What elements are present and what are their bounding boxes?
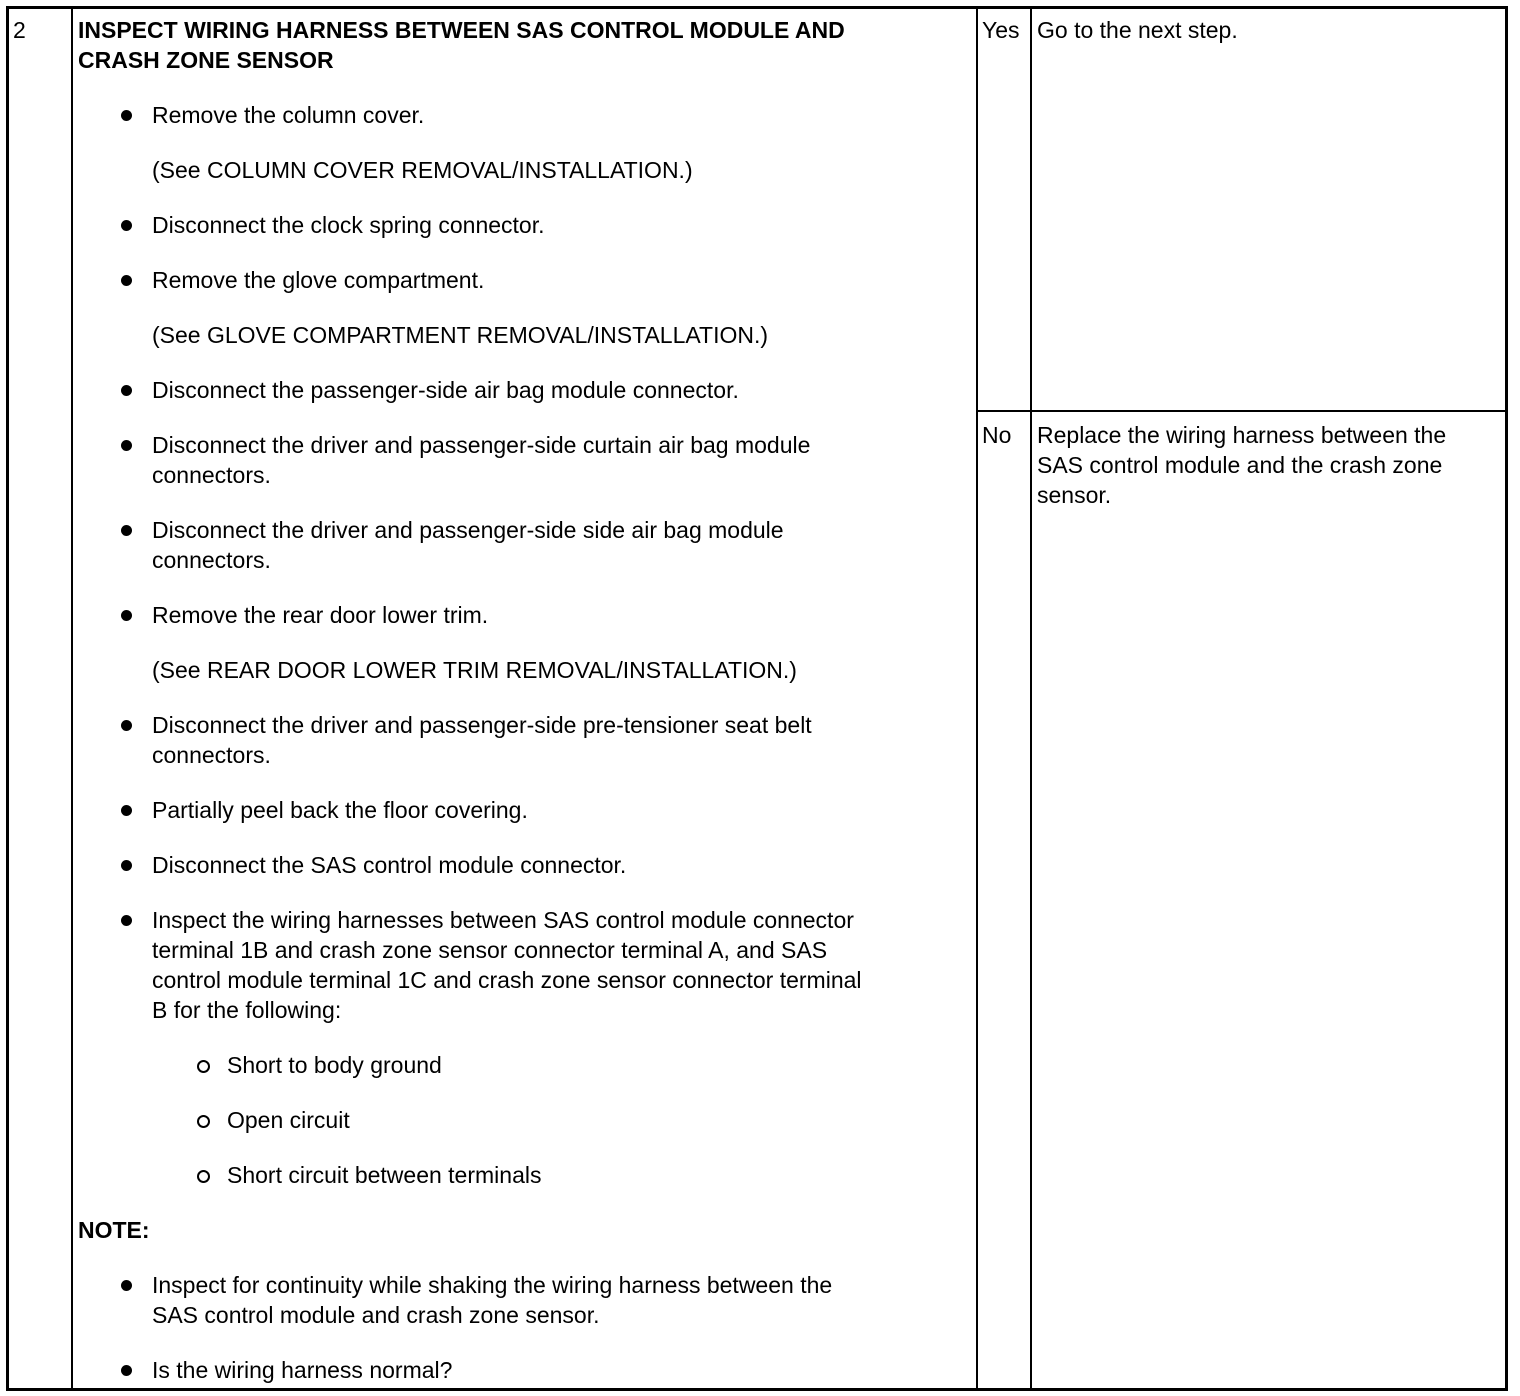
yes-action: Go to the next step.	[1037, 17, 1238, 43]
list-item: Remove the glove compartment.	[152, 267, 485, 293]
list-item	[152, 905, 862, 1025]
bullet-icon	[121, 275, 132, 286]
list-item-line: terminal 1B and crash zone sensor connector terminal A, and SAS	[152, 937, 828, 963]
list-item	[152, 430, 810, 490]
list-item-reference: (See REAR DOOR LOWER TRIM REMOVAL/INSTALLATION.)	[152, 657, 797, 683]
list-item: Remove the column cover.	[152, 102, 425, 128]
sub-list-item: Open circuit	[227, 1107, 350, 1133]
sub-list-item: Short circuit between terminals	[227, 1162, 542, 1188]
list-item: Disconnect the passenger-side air bag module connector.	[152, 377, 739, 403]
bullet-icon	[121, 720, 132, 731]
list-item: Partially peel back the floor covering.	[152, 797, 528, 823]
list-item-line: Inspect the wiring harnesses between SAS control module connector	[152, 907, 854, 933]
no-action	[1037, 420, 1446, 510]
bullet-icon	[121, 110, 132, 121]
list-item	[152, 515, 784, 575]
bullet-icon	[121, 860, 132, 871]
step-title-line: INSPECT WIRING HARNESS BETWEEN SAS CONTROL MODULE AND	[78, 17, 845, 43]
list-item: Remove the rear door lower trim.	[152, 602, 489, 628]
inspection-table	[6, 6, 1508, 1391]
no-action-line: sensor.	[1037, 482, 1112, 508]
bullet-icon	[121, 525, 132, 536]
column-divider	[1030, 9, 1032, 1388]
sub-list-item: Short to body ground	[227, 1052, 442, 1078]
step-title-line: CRASH ZONE SENSOR	[78, 47, 334, 73]
bullet-icon	[121, 385, 132, 396]
bullet-icon	[121, 610, 132, 621]
list-item-line: B for the following:	[152, 997, 342, 1023]
step-number: 2	[13, 17, 26, 43]
row-divider	[976, 410, 1505, 412]
list-item-line: Disconnect the driver and passenger-side side air bag module	[152, 517, 784, 543]
no-action-line: SAS control module and the crash zone	[1037, 452, 1443, 478]
yes-label: Yes	[982, 17, 1020, 43]
note-item	[152, 1270, 832, 1330]
circle-bullet-icon	[197, 1060, 210, 1073]
note-label: NOTE:	[78, 1217, 150, 1243]
no-label: No	[982, 422, 1012, 448]
list-item: Disconnect the clock spring connector.	[152, 212, 545, 238]
list-item-line: control module terminal 1C and crash zone sensor connector terminal	[152, 967, 862, 993]
note-item-line: Inspect for continuity while shaking the wiring harness between the	[152, 1272, 833, 1298]
bullet-icon	[121, 805, 132, 816]
list-item-line: Disconnect the driver and passenger-side pre-tensioner seat belt	[152, 712, 812, 738]
note-item-line: SAS control module and crash zone sensor.	[152, 1302, 600, 1328]
list-item-reference: (See COLUMN COVER REMOVAL/INSTALLATION.)	[152, 157, 693, 183]
circle-bullet-icon	[197, 1115, 210, 1128]
list-item-line: connectors.	[152, 462, 271, 488]
bullet-icon	[121, 915, 132, 926]
column-divider	[71, 9, 73, 1388]
bullet-icon	[121, 1365, 132, 1376]
bullet-icon	[121, 220, 132, 231]
list-item-line: Disconnect the driver and passenger-side curtain air bag module	[152, 432, 811, 458]
list-item: Disconnect the SAS control module connector.	[152, 852, 627, 878]
step-title	[78, 15, 845, 75]
list-item-reference: (See GLOVE COMPARTMENT REMOVAL/INSTALLATION.)	[152, 322, 769, 348]
list-item	[152, 710, 812, 770]
bullet-icon	[121, 1280, 132, 1291]
column-divider	[976, 9, 978, 1388]
circle-bullet-icon	[197, 1170, 210, 1183]
no-action-line: Replace the wiring harness between the	[1037, 422, 1447, 448]
note-item: Is the wiring harness normal?	[152, 1357, 453, 1383]
list-item-line: connectors.	[152, 742, 271, 768]
bullet-icon	[121, 440, 132, 451]
list-item-line: connectors.	[152, 547, 271, 573]
